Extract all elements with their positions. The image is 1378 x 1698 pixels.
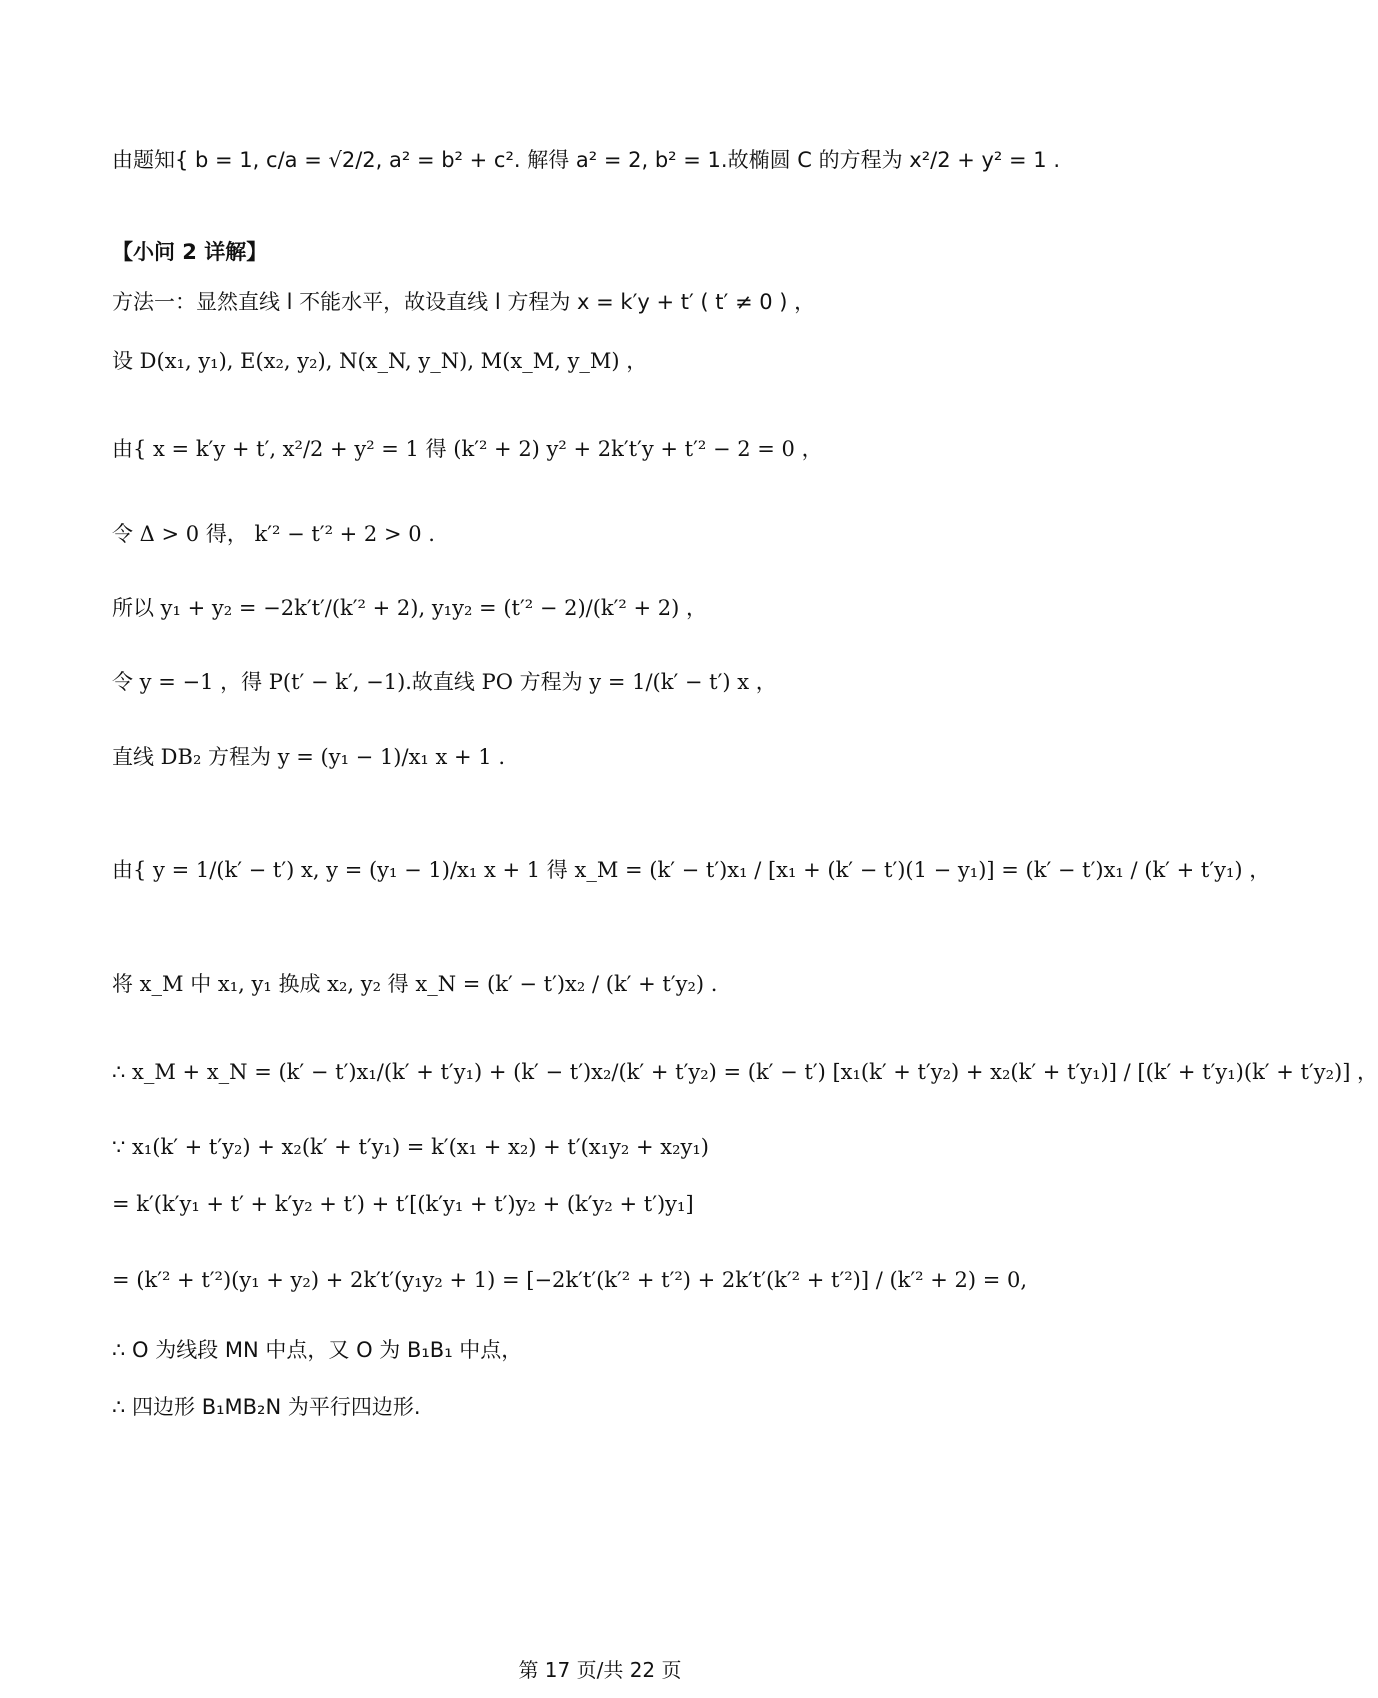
xn-solution: 将 x_M 中 x₁, y₁ 换成 x₂, y₂ 得 x_N = (k′ − t′)x₂ / (k′ + t′y₂) . [112,972,718,996]
ellipse-equation-solution: 由题知{ b = 1, c/a = √2/2, a² = b² + c². 解得 a² = 2, b² = 1.故椭圆 C 的方程为 x²/2 + y² = 1 . [112,148,1061,172]
xm-solution: 由{ y = 1/(k′ − t′) x, y = (y₁ − 1)/x₁ x + 1 得 x_M = (k′ − t′)x₁ / [x₁ + (k′ − t′)(1 − y₁)] = (k′ − t′)x₁ / (k′ + t′y₁) ， [112,858,1271,882]
method-one-intro: 方法一：显然直线 l 不能水平，故设直线 l 方程为 x = k′y + t′ ( t′ ≠ 0 ) ， [112,290,816,314]
because-step: ∵ x₁(k′ + t′y₂) + x₂(k′ + t′y₁) = k′(x₁ + x₂) + t′(x₁y₂ + x₂y₁) [112,1135,710,1159]
points-definition: 设 D(x₁, y₁), E(x₂, y₂), N(x_N, y_N), M(x_M, y_M) ， [112,349,648,373]
line-db2-equation: 直线 DB₂ 方程为 y = (y₁ − 1)/x₁ x + 1 . [112,745,506,769]
zero-result-step: = (k′² + t′²)(y₁ + y₂) + 2k′t′(y₁y₂ + 1) = [−2k′t′(k′² + t′²) + 2k′t′(k′² + t′²)] / (k′² + 2) = 0, [112,1268,1028,1292]
discriminant-condition: 令 Δ > 0 得， k′² − t′² + 2 > 0 . [112,522,435,546]
midpoint-conclusion: ∴ O 为线段 MN 中点，又 O 为 B₁B₁ 中点， [112,1338,523,1362]
line-po-equation: 令 y = −1 ，得 P(t′ − k′, −1).故直线 PO 方程为 y = 1/(k′ − t′) x ， [112,670,777,694]
sum-xm-xn: ∴ x_M + x_N = (k′ − t′)x₁/(k′ + t′y₁) + (k′ − t′)x₂/(k′ + t′y₂) = (k′ − t′) [x₁(k′ + t′y₂) + x₂(k′ + t′y₁)] / [(k′ + t′y₁)(k′ + t′y₂)] ， [112,1060,1378,1084]
section-heading: 【小问 2 详解】 [112,240,268,264]
expansion-step: = k′(k′y₁ + t′ + k′y₂ + t′) + t′[(k′y₁ + t′)y₂ + (k′y₂ + t′)y₁] [112,1192,694,1216]
page-footer: 第 17 页/共 22 页 [518,1658,682,1682]
vieta-relations: 所以 y₁ + y₂ = −2k′t′/(k′² + 2), y₁y₂ = (t′² − 2)/(k′² + 2) ， [112,596,708,620]
parallelogram-conclusion: ∴ 四边形 B₁MB₂N 为平行四边形. [112,1395,421,1419]
system-equations-1: 由{ x = k′y + t′, x²/2 + y² = 1 得 (k′² + 2) y² + 2k′t′y + t′² − 2 = 0 ， [112,437,823,461]
